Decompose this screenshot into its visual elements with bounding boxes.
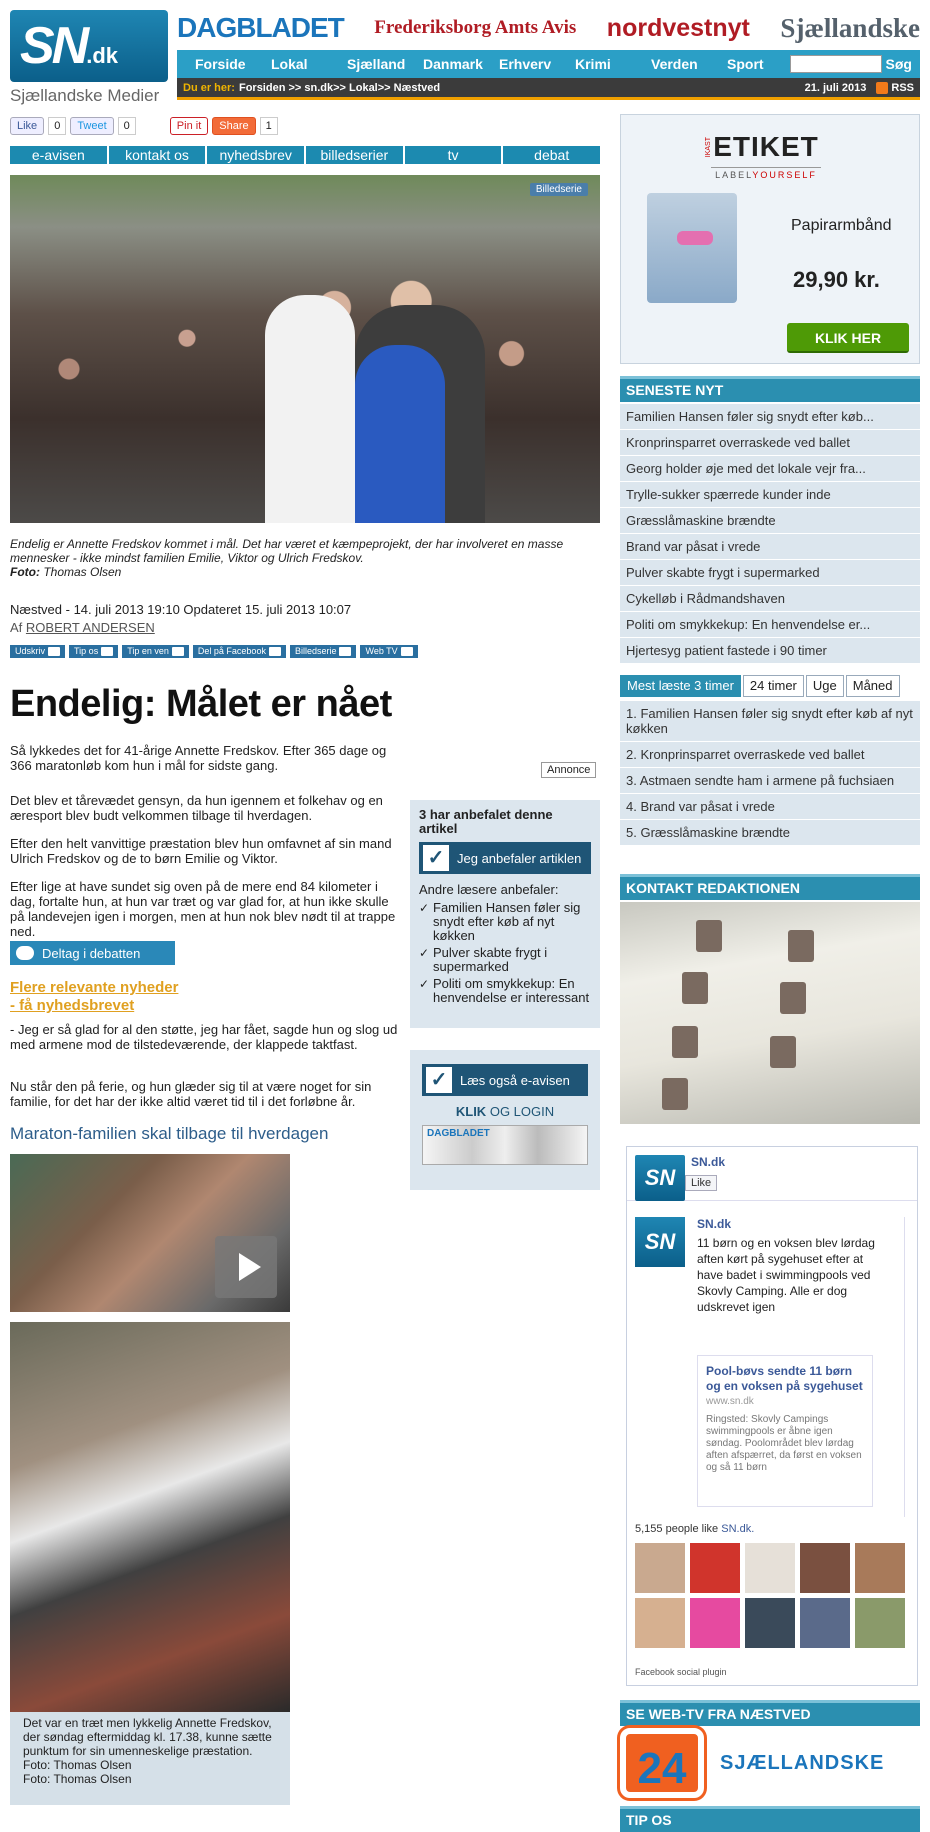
logo-suffix: .dk [86,43,119,68]
ad-product-image [647,193,737,303]
staff-photo [788,930,814,962]
nav-lokal[interactable]: Lokal [271,56,308,72]
share-count: 1 [260,117,278,135]
article-tabs [10,146,600,164]
breadcrumb-path[interactable]: Forsiden >> sn.dk>> Lokal>> Næstved [238,81,441,94]
rss-label: RSS [891,81,914,94]
webtv-label: Web TV [365,646,398,656]
card-text: Ringsted: Skovly Campings swimmingpools er åbne igen søndag. Poolområdet blev lørdag aften afspærret, da først en voksen og så 11 børn [706,1414,862,1473]
people-count: 5,155 people like [635,1523,719,1535]
news-item[interactable]: Trylle-sukker spærrede kunder inde [620,482,920,508]
check-icon: ✓ [423,845,449,871]
facebook-page-name[interactable]: SN.dk [691,1155,726,1169]
rss-link[interactable] [876,82,914,94]
nav-sjaelland[interactable]: Sjælland [347,56,406,72]
logo-subtitle: Sjællandske Medier [10,86,160,105]
article-intro: Så lykkedes det for 41-årige Annette Fredskov. Efter 365 dage og 366 maratonløb kom hun i mål for sidste gang. [10,743,387,773]
search-button[interactable]: Søg [885,56,912,72]
caption-text: Endelig er Annette Fredskov kommet i mål. Det har været et kæmpeprojekt, der har involveret en masse mennesker - ikke mindst familien Emilie, Viktor og Ulrich Fredskov. [10,537,564,565]
print-button[interactable] [10,645,65,658]
byline-label: Af [10,620,23,635]
tab-eavisen[interactable]: e-avisen [10,146,109,164]
article-paragraph: Det blev et tårevædet gensyn, da hun igennem et folkehav og en æresport blev budt velkommen tilbage til hverdagen. [10,793,383,823]
author-link[interactable]: ROBERT ANDERSEN [25,620,155,635]
ad-ikast: IKAST [705,137,712,158]
webtv-heading: SE WEB-TV FRA NÆSTVED [620,1700,920,1726]
kontakt-heading: KONTAKT REDAKTIONEN [620,874,920,900]
recommend-label: Jeg anbefaler artiklen [457,850,582,866]
staff-photo [662,1078,688,1110]
related-article-title[interactable]: Maraton-familien skal tilbage til hverdagen [10,1124,329,1143]
news-item[interactable]: Politi om smykkekup: En henvendelse er... [620,612,920,638]
breadcrumb-label: Du er her: [183,81,235,94]
tip-friend-button[interactable] [122,645,189,658]
tab-month[interactable]: Måned [846,675,900,697]
annonce-label: Annonce [541,762,596,778]
main-nav [177,50,920,78]
ad-brand [705,131,821,180]
facebook-page-info [685,1155,725,1192]
sn-logo[interactable] [10,10,168,105]
nav-verden[interactable]: Verden [651,56,698,72]
tip-os-button[interactable] [69,645,118,658]
photo-credit: Thomas Olsen [43,565,122,579]
newspaper-links [177,10,920,46]
facebook-post [635,1217,905,1517]
search-input[interactable] [790,55,882,73]
photo-label: Foto: [10,565,40,579]
child-figure [355,345,445,523]
newsletter-line1: Flere relevante nyheder [10,979,179,996]
tab-kontakt[interactable]: kontakt os [109,146,208,164]
tab-debat[interactable]: debat [534,147,570,163]
byline [10,619,600,637]
logo-text: SN [20,17,87,75]
nav-erhverv[interactable]: Erhverv [499,56,552,72]
video-icon [401,647,413,656]
news-item[interactable]: Familien Hansen føler sig snydt efter køb... [620,404,920,430]
people-page[interactable]: SN.dk. [721,1523,755,1535]
tv24-logo: 24 [620,1728,704,1798]
kontakt-image[interactable] [620,902,920,1124]
play-icon[interactable] [215,1236,277,1298]
facebook-post-text: 11 børn og en voksen blev lørdag aften kørt på sygehuset efter at have badet i swimmingpools ved Skovly Camping. Alle er dog udskrevet igen [697,1236,875,1314]
tab-week[interactable]: Uge [806,675,844,697]
tweet-label: Tweet [77,120,107,132]
webtv-brand: SJÆLLANDSKE [720,1752,885,1774]
facebook-like-label: Like [17,120,38,132]
runner-figure [265,295,355,523]
social-bar [10,116,278,136]
share-facebook-button[interactable] [193,645,286,658]
paper-frederiksborg[interactable]: Frederiksborg Amts Avis [374,17,577,38]
recommend-list [419,901,591,1005]
tab-nyhedsbrev[interactable]: nyhedsbrev [207,146,306,164]
webtv-banner[interactable] [620,1728,920,1810]
staff-photo [770,1036,796,1068]
eavis-thumbnail[interactable] [422,1125,588,1165]
mostread-item[interactable]: 3. Astmaen sendte ham i armene på fuchsiaen [620,768,920,794]
article-meta [10,601,600,637]
facebook-link-card[interactable] [697,1355,873,1507]
fan-avatar[interactable] [855,1598,905,1648]
join-debate-label: Deltag i debatten [42,945,141,961]
facebook-widget [626,1146,918,1686]
ad-product-name: Papirarmbånd [791,217,892,234]
fan-avatar[interactable] [800,1543,850,1593]
recommend-item[interactable]: ✓ Pulver skabte frygt i supermarked [419,946,591,974]
recommend-heading: 3 har anbefalet denne artikel [419,807,553,836]
eavis-thumb-title: DAGBLADET [427,1128,490,1139]
image-caption [10,537,600,579]
second-article-image[interactable] [10,1322,290,1786]
card-url: www.sn.dk [706,1396,754,1407]
mostread-list [620,701,920,846]
eavis-box [410,1050,600,1190]
tip-friend-label: Tip en ven [127,646,169,656]
tip-os-label: Tip os [74,646,99,656]
staff-photo [780,982,806,1014]
dateline: Næstved - 14. juli 2013 19:10 Opdateret 15. juli 2013 10:07 [10,602,352,617]
related-video[interactable] [10,1154,290,1312]
tab-tv[interactable]: tv [405,146,504,164]
recommend-box [410,800,600,1028]
article-paragraph: Efter lige at have sundet sig oven på de mere end 84 kilometer i dag, fortalte hun, at hun var træt og var glad for, at hun ikke skulle på landevejen igen i morgen, men at hun nok blev nødt til at trappe ned. [10,879,396,939]
news-item[interactable]: Hjertesyg patient fastede i 90 timer [620,638,920,664]
tip-os-heading: TIP OS [620,1806,920,1832]
paper-nordvestnyt[interactable]: nordvestnyt [606,13,750,42]
ad-tagline [711,167,821,180]
speech-bubble-icon [16,946,34,960]
facebook-post-avatar[interactable]: SN [635,1217,685,1267]
print-label: Udskriv [15,646,46,656]
ad-price: 29,90 kr. [793,267,880,292]
second-image-caption: Det var en træt men lykkelig Annette Fredskov, der søndag eftermiddag kl. 17.38, kunne sætte punktum for sin umenneskelige præstation. Foto: Thomas Olsen Foto: Thomas Olsen [10,1712,290,1805]
recommend-item[interactable]: ✓ Familien Hansen føler sig snydt efter køb af nyt køkken [419,901,591,943]
card-title: Pool-bøvs sendte 11 børn og en voksen på sygehuset [706,1364,863,1393]
tab-billedserier[interactable]: billedserier [306,146,405,164]
seneste-nyt-heading: SENESTE NYT [620,376,920,402]
like-count: 0 [48,117,66,135]
wristband [677,231,713,245]
article-headline: Endelig: Målet er nået [10,683,392,725]
fan-avatar[interactable] [635,1598,685,1648]
facebook-page-like-button[interactable]: Like [685,1175,717,1191]
check-icon: ✓ [426,1067,452,1093]
staff-photo [696,920,722,952]
breadcrumb [177,78,920,100]
article-paragraph: - Jeg er så glad for al den støtte, jeg har fået, sagde hun og slog ud med armene mod de tilstedeværende, der klappede taktfast. [10,1022,398,1052]
fan-avatar[interactable] [635,1543,685,1593]
eavis-button[interactable] [422,1064,588,1096]
join-debate-button[interactable] [10,941,175,965]
news-item[interactable]: Græsslåmaskine brændte [620,508,920,534]
seneste-nyt-list [620,404,920,664]
ad-cta-button[interactable]: KLIK HER [787,323,909,353]
staff-photo [682,972,708,1004]
mostread-tabs [620,675,920,697]
facebook-post-author[interactable]: SN.dk [697,1217,732,1231]
current-date: 21. juli 2013 [804,81,867,94]
tab-24-hours[interactable]: 24 timer [743,675,804,697]
webtv-button[interactable] [360,645,417,658]
others-recommend-label: Andre læsere anbefaler: [419,882,559,897]
news-item[interactable]: Georg holder øje med det lokale vejr fra... [620,456,920,482]
news-item[interactable]: Cykelløb i Rådmandshaven [620,586,920,612]
facebook-people-count [635,1523,754,1535]
ad-brand-name: ETIKET [713,131,819,162]
newsletter-link[interactable] [10,979,405,1015]
fan-avatar[interactable] [690,1598,740,1648]
recommend-item[interactable]: ✓ Politi om smykkekup: En henvendelse er interessant [419,977,591,1005]
fan-avatar[interactable] [855,1543,905,1593]
nav-forside[interactable]: Forside [195,56,246,72]
mostread-item[interactable]: 2. Kronprinsparret overraskede ved ballet [620,742,920,768]
mostread-item[interactable]: 1. Familien Hansen føler sig snydt efter køb af nyt køkken [620,701,920,742]
tweet-button[interactable] [70,117,113,135]
search [790,55,912,73]
mostread-item[interactable]: 4. Brand var påsat i vrede [620,794,920,820]
camera-icon [339,647,351,656]
article-paragraph: Nu står den på ferie, og hun glæder sig til at være noget for sin familie, for det har der ikke altid været tid til i det forløbne år. [10,1079,372,1109]
staff-photo [672,1026,698,1058]
nav-danmark[interactable]: Danmark [423,56,483,72]
facebook-icon [269,647,281,656]
nav-krimi[interactable]: Krimi [575,56,611,72]
fan-avatar[interactable] [745,1543,795,1593]
ad-tagline-a: LABEL [715,170,753,180]
billedserie-badge[interactable]: Billedserie [530,183,588,196]
tab-3-hours[interactable]: Mest læste 3 timer [620,675,741,697]
tweet-count: 0 [118,117,136,135]
newsletter-line2: - få nyhedsbrevet [10,997,135,1014]
pinterest-button[interactable]: Pin it [170,117,208,135]
tip-icon [101,647,113,656]
etiket-advertisement[interactable] [620,114,920,364]
news-item[interactable]: Pulver skabte frygt i supermarked [620,560,920,586]
recommend-button[interactable] [419,842,591,874]
fan-avatar[interactable] [690,1543,740,1593]
rss-icon [876,82,888,94]
paper-dagbladet[interactable]: DAGBLADET [177,12,344,43]
news-item[interactable]: Kronprinsparret overraskede ved ballet [620,430,920,456]
eavis-label: Læs også e-avisen [460,1072,570,1088]
article-tools [10,645,418,658]
login-text: OG LOGIN [489,1104,555,1119]
nav-sport[interactable]: Sport [727,56,764,72]
billedserie-button[interactable] [290,645,357,658]
facebook-like-button[interactable] [10,117,44,135]
billedserie-label: Billedserie [294,646,337,656]
facebook-faces [635,1543,905,1648]
article-paragraph: Efter den helt vanvittige præstation blev hun omfavnet af sin mand Ulrich Fredskov og de to børn Emilie og Viktor. [10,836,392,866]
facebook-widget-header [627,1147,917,1201]
fan-avatar[interactable] [745,1598,795,1648]
facebook-page-logo[interactable]: SN [635,1155,685,1201]
login-klik: KLIK [455,1104,487,1119]
share-facebook-label: Del på Facebook [197,646,266,656]
news-item[interactable]: Brand var påsat i vrede [620,534,920,560]
fan-avatar[interactable] [800,1598,850,1648]
mostread-item[interactable]: 5. Græsslåmaskine brændte [620,820,920,846]
logo-box [10,10,168,82]
share-button[interactable]: Share [212,117,255,135]
main-article-image[interactable] [10,175,600,523]
paper-sjaellandske[interactable]: Sjællandske [780,12,920,43]
print-icon [48,647,60,656]
ad-tagline-b: YOURSELF [752,170,817,180]
facebook-plugin-label[interactable]: Facebook social plugin [635,1667,727,1677]
mail-icon [172,647,184,656]
eavis-login-link[interactable] [422,1104,588,1119]
